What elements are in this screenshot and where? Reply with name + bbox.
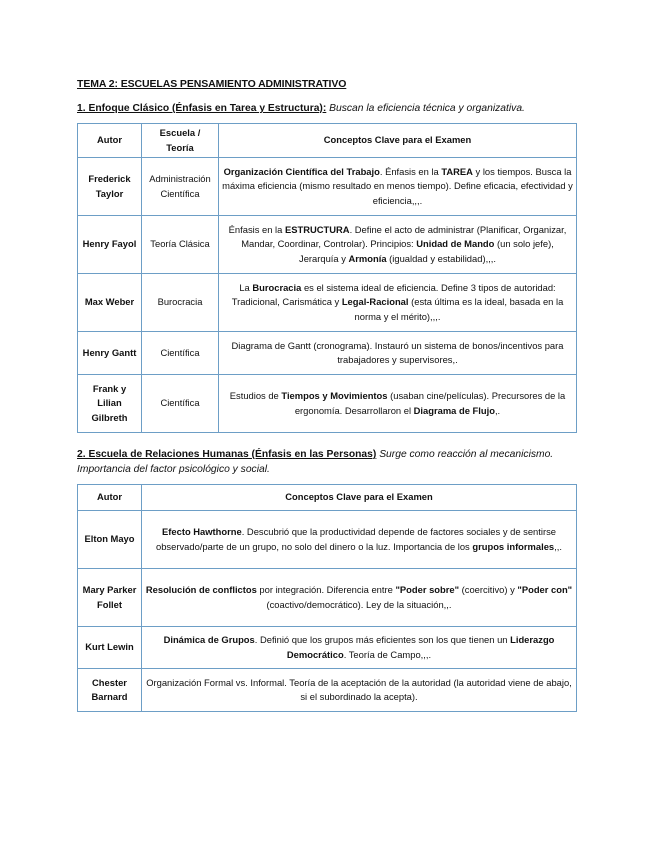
school-cell: Teoría Clásica xyxy=(142,216,219,274)
col-header-author: Autor xyxy=(78,485,142,511)
table-row xyxy=(78,669,577,712)
author-cell: Henry Gantt xyxy=(78,332,142,375)
concepts-cell: Organización Formal vs. Informal. Teoría de la aceptación de la autoridad (la autoridad viene de abajo, si el subordinado la acepta). xyxy=(142,669,577,712)
author-cell: Max Weber xyxy=(78,274,142,332)
concepts-cell: La Burocracia es el sistema ideal de eficiencia. Define 3 tipos de autoridad: Tradicional, Carismática y Legal-Racional (esta última es la ideal, basada en la norma y el mérito),,,. xyxy=(219,274,577,332)
table-row xyxy=(78,375,577,433)
table-header-row xyxy=(78,124,577,158)
author-cell: Mary Parker Follet xyxy=(78,569,142,627)
school-cell: Científica xyxy=(142,332,219,375)
concepts-cell: Organización Científica del Trabajo. Énfasis en la TAREA y los tiempos. Busca la máxima eficiencia (mismo resultado en menos tiempo). Define eficacia, efectividad y eficiencia,,,. xyxy=(219,158,577,216)
concepts-cell: Dinámica de Grupos. Definió que los grupos más eficientes son los que tienen un Liderazgo Democrático. Teoría de Campo,,,. xyxy=(142,627,577,669)
section-2-heading: 2. Escuela de Relaciones Humanas (Énfasis en las Personas) xyxy=(77,449,377,460)
table-row xyxy=(78,274,577,332)
concepts-cell: Resolución de conflictos por integración. Diferencia entre "Poder sobre" (coercitivo) y "Poder con" (coactivo/democrático). Ley de la situación,,. xyxy=(142,569,577,627)
section-1-subtitle: Buscan la eficiencia técnica y organizativa. xyxy=(326,103,525,114)
author-cell: Kurt Lewin xyxy=(78,627,142,669)
concepts-cell: Diagrama de Gantt (cronograma). Instauró un sistema de bonos/incentivos para trabajadores y supervisores,. xyxy=(219,332,577,375)
col-header-concepts: Conceptos Clave para el Examen xyxy=(219,124,577,158)
section-1-header xyxy=(77,101,577,116)
school-cell: Administración Científica xyxy=(142,158,219,216)
table-header-row xyxy=(78,485,577,511)
school-cell: Científica xyxy=(142,375,219,433)
concepts-cell: Efecto Hawthorne. Descubrió que la productividad depende de factores sociales y de sentirse observado/parte de un grupo, no solo del dinero o la luz. Importancia de los grupos informales,,. xyxy=(142,511,577,569)
table-row xyxy=(78,627,577,669)
author-cell: Elton Mayo xyxy=(78,511,142,569)
school-cell: Burocracia xyxy=(142,274,219,332)
author-cell: Chester Barnard xyxy=(78,669,142,712)
table-row xyxy=(78,569,577,627)
table-row xyxy=(78,511,577,569)
human-relations-table xyxy=(77,484,577,712)
classical-approach-table xyxy=(77,123,577,433)
document-title: TEMA 2: ESCUELAS PENSAMIENTO ADMINISTRATIVO xyxy=(77,78,347,90)
section-1-heading: 1. Enfoque Clásico (Énfasis en Tarea y Estructura): xyxy=(77,103,327,114)
table-row xyxy=(78,332,577,375)
table-row xyxy=(78,216,577,274)
table-row xyxy=(78,158,577,216)
section-2-header xyxy=(77,447,577,477)
section-2-subtitle: Surge como reacción al mecanicismo. Importancia del factor psicológico y social. xyxy=(77,449,554,475)
author-cell: Henry Fayol xyxy=(78,216,142,274)
author-cell: Frederick Taylor xyxy=(78,158,142,216)
author-cell: Frank y Lilian Gilbreth xyxy=(78,375,142,433)
concepts-cell: Estudios de Tiempos y Movimientos (usaban cine/películas). Precursores de la ergonomía. Desarrollaron el Diagrama de Flujo,. xyxy=(219,375,577,433)
col-header-concepts: Conceptos Clave para el Examen xyxy=(142,485,577,511)
concepts-cell: Énfasis en la ESTRUCTURA. Define el acto de administrar (Planificar, Organizar, Mandar, Coordinar, Controlar). Principios: Unidad de Mando (un solo jefe), Jerarquía y Armonía (igualdad y estabilidad),,,. xyxy=(219,216,577,274)
col-header-school: Escuela / Teoría xyxy=(142,124,219,158)
col-header-author: Autor xyxy=(78,124,142,158)
